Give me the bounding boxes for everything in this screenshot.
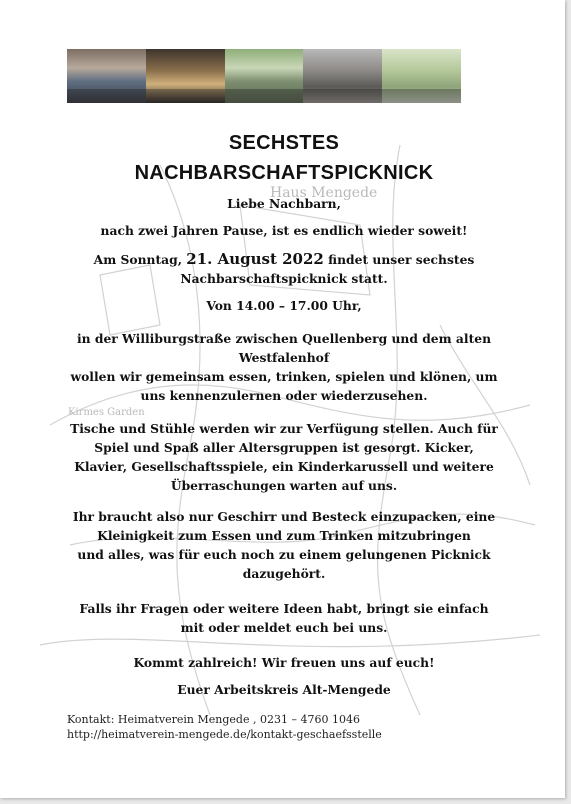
event-time: Von 14.00 – 17.00 Uhr, bbox=[206, 298, 362, 313]
photo-banner bbox=[67, 49, 461, 103]
event-date: 21. August 2022 bbox=[186, 250, 324, 268]
activity-line-1: wollen wir gemeinsam essen, trinken, spielen und klönen, um bbox=[70, 369, 498, 384]
flyer-content bbox=[62, 128, 506, 699]
bring-paragraph bbox=[62, 507, 506, 583]
banner-photo bbox=[225, 49, 304, 103]
title-line-1: SECHSTES bbox=[228, 132, 340, 154]
date-suffix: findet unser sechstes bbox=[323, 252, 475, 267]
bring-line-4: dazugehört. bbox=[242, 566, 326, 581]
location-line-1: in der Williburgstraße zwischen Quellenberg und dem alten bbox=[76, 331, 492, 346]
date-prefix: Am Sonntag, bbox=[93, 252, 187, 267]
questions-line-2: mit oder meldet euch bei uns. bbox=[180, 620, 388, 635]
bring-line-2: Kleinigkeit zum Essen und zum Trinken mitzubringen bbox=[97, 528, 471, 543]
tables-line-4: Überraschungen warten auf uns. bbox=[170, 478, 398, 493]
questions-paragraph bbox=[62, 599, 506, 637]
date-line-2: Nachbarschaftspicknick statt. bbox=[180, 271, 388, 286]
flyer-title bbox=[62, 128, 506, 188]
contact-footer bbox=[67, 712, 382, 742]
location-paragraph bbox=[62, 329, 506, 405]
intro-text: nach zwei Jahren Pause, ist es endlich wieder soweit! bbox=[100, 223, 468, 238]
contact-line: Kontakt: Heimatverein Mengede , 0231 – 4760 1046 bbox=[67, 713, 360, 726]
location-line-2: Westfalenhof bbox=[238, 350, 330, 365]
activity-line-2: uns kennenzulernen oder wiederzusehen. bbox=[140, 388, 428, 403]
date-paragraph bbox=[62, 250, 506, 288]
bring-line-3: und alles, was für euch noch zu einem gelungenen Picknick bbox=[77, 547, 491, 562]
banner-photo bbox=[382, 49, 461, 103]
banner-photo bbox=[303, 49, 382, 103]
tables-line-2: Spiel und Spaß aller Altersgruppen ist gesorgt. Kicker, bbox=[94, 440, 474, 455]
tables-line-3: Klavier, Gesellschaftsspiele, ein Kinderkarussell und weitere bbox=[74, 459, 494, 474]
title-line-2: NACHBARSCHAFTSPICKNICK bbox=[134, 162, 434, 184]
closing bbox=[62, 653, 506, 672]
intro bbox=[62, 221, 506, 240]
tables-paragraph bbox=[62, 419, 506, 495]
map-label-haus: Haus Mengede bbox=[270, 185, 378, 201]
bring-line-1: Ihr braucht also nur Geschirr und Besteck einzupacken, eine bbox=[72, 509, 496, 524]
banner-photo bbox=[67, 49, 146, 103]
greeting bbox=[62, 194, 506, 213]
signature bbox=[62, 680, 506, 699]
time bbox=[62, 296, 506, 315]
contact-url-link[interactable]: http://heimatverein-mengede.de/kontakt-geschaefsstelle bbox=[67, 728, 382, 741]
signature-text: Euer Arbeitskreis Alt-Mengede bbox=[177, 682, 391, 697]
map-label-garden: Kirmes Garden bbox=[68, 407, 145, 418]
closing-text: Kommt zahlreich! Wir freuen uns auf euch! bbox=[133, 655, 435, 670]
banner-photo bbox=[146, 49, 225, 103]
tables-line-1: Tische und Stühle werden wir zur Verfügung stellen. Auch für bbox=[70, 421, 498, 436]
questions-line-1: Falls ihr Fragen oder weitere Ideen habt, bringt sie einfach bbox=[79, 601, 489, 616]
greeting-text: Liebe Nachbarn, bbox=[227, 196, 341, 211]
